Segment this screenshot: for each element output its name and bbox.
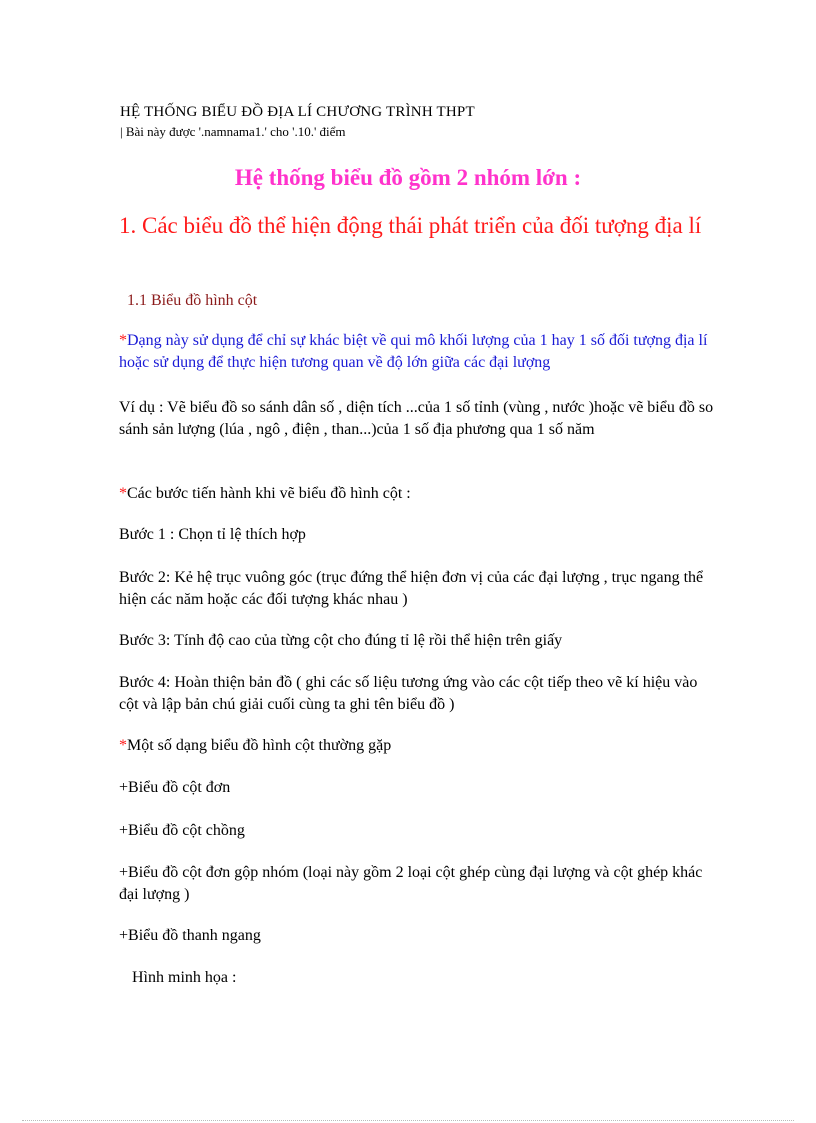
illustration-label: Hình minh họa : (132, 969, 237, 986)
types-intro-text: Một số dạng biểu đồ hình cột thường gặp (127, 737, 392, 754)
steps-intro-text: Các bước tiến hành khi vẽ biểu đồ hình cột : (127, 485, 411, 502)
sub-heading: 1.1 Biểu đồ hình cột (127, 292, 258, 309)
step-item: Bước 1 : Chọn tỉ lệ thích hợp (119, 526, 306, 543)
steps-intro (119, 483, 719, 505)
steps-intro-marker: * (119, 485, 127, 502)
page-bottom-divider (22, 1120, 794, 1121)
type-item: +Biểu đồ cột chồng (119, 822, 245, 839)
step-item: Bước 4: Hoàn thiện bản đồ ( ghi các số liệu tương ứng vào các cột tiếp theo vẽ kí hiệu vào cột và lập bản chú giải cuối cùng ta ghi tên biểu đồ ) (119, 674, 698, 713)
step-item: Bước 2: Kẻ hệ trục vuông góc (trục đứng thể hiện đơn vị của các đại lượng , trục ngang thể hiện các năm hoặc các đối tượng khác nhau ) (119, 569, 704, 608)
usage-paragraph (119, 330, 719, 374)
types-intro-marker: * (119, 737, 127, 754)
usage-text: Dạng này sử dụng để chỉ sự khác biệt về qui mô khối lượng của 1 hay 1 số đối tượng địa lí hoặc sử dụng để thực hiện tương quan về độ lớn giữa các đại lượng (119, 332, 708, 371)
type-item: +Biểu đồ thanh ngang (119, 927, 261, 944)
type-item: +Biểu đồ cột đơn (119, 779, 231, 796)
document-subtitle: | Bài này được '.namnama1.' cho '.10.' điểm (120, 124, 346, 139)
type-item: +Biểu đồ cột đơn gộp nhóm (loại này gồm 2 loại cột ghép cùng đại lượng và cột ghép khác đại lượng ) (119, 864, 703, 903)
document-title: HỆ THỐNG BIỂU ĐỒ ĐỊA LÍ CHƯƠNG TRÌNH THPT (120, 104, 475, 120)
example-paragraph: Ví dụ : Vẽ biểu đồ so sánh dân số , diện tích ...của 1 số tỉnh (vùng , nước )hoặc vẽ biểu đồ so sánh sản lượng (lúa , ngô , điện , than...)của 1 số địa phương qua 1 số năm (119, 399, 714, 438)
types-intro (119, 735, 719, 757)
main-heading: Hệ thống biểu đồ gồm 2 nhóm lớn : (234, 165, 582, 190)
usage-marker: * (119, 332, 127, 349)
step-item: Bước 3: Tính độ cao của từng cột cho đúng tỉ lệ rồi thể hiện trên giấy (119, 632, 563, 649)
section-heading: 1. Các biểu đồ thể hiện động thái phát triển của đối tượng địa lí (119, 213, 702, 238)
